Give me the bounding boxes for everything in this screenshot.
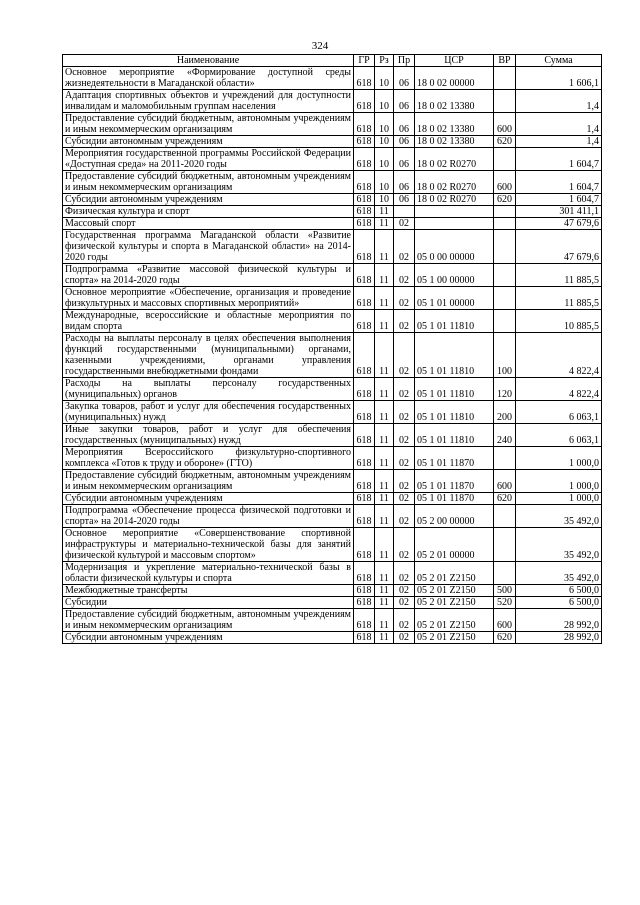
- cell-rz: 11: [375, 424, 394, 447]
- cell-pr: 02: [394, 585, 415, 597]
- cell-gr: 618: [354, 585, 375, 597]
- cell-rz: 11: [375, 632, 394, 644]
- cell-csr: 05 1 01 00000: [415, 287, 494, 310]
- cell-pr: 02: [394, 264, 415, 287]
- cell-name: Межбюджетные трансферты: [63, 585, 354, 597]
- cell-vr: [494, 528, 516, 562]
- cell-csr: 05 2 01 Z2150: [415, 632, 494, 644]
- cell-sum: 35 492,0: [516, 505, 602, 528]
- cell-csr: [415, 206, 494, 218]
- cell-vr: 520: [494, 597, 516, 609]
- cell-vr: [494, 90, 516, 113]
- table-row: [63, 171, 602, 194]
- cell-pr: [394, 206, 415, 218]
- cell-name: Закупка товаров, работ и услуг для обеспечения государственных (муниципальных) нужд: [63, 401, 354, 424]
- cell-sum: 47 679,6: [516, 230, 602, 264]
- table-row: [63, 609, 602, 632]
- cell-name: Адаптация спортивных объектов и учреждений для доступности инвалидам и маломобильным группам населения: [63, 90, 354, 113]
- cell-pr: 02: [394, 493, 415, 505]
- cell-rz: 11: [375, 264, 394, 287]
- cell-csr: 05 1 01 11810: [415, 378, 494, 401]
- cell-sum: 10 885,5: [516, 310, 602, 333]
- cell-sum: 28 992,0: [516, 632, 602, 644]
- cell-vr: 620: [494, 493, 516, 505]
- cell-vr: 600: [494, 470, 516, 493]
- table-row: [63, 378, 602, 401]
- cell-gr: 618: [354, 67, 375, 90]
- cell-gr: 618: [354, 206, 375, 218]
- header-pr: Пр: [394, 55, 415, 67]
- cell-sum: 6 063,1: [516, 401, 602, 424]
- cell-pr: 06: [394, 90, 415, 113]
- cell-name: Иные закупки товаров, работ и услуг для обеспечения государственных (муниципальных) нужд: [63, 424, 354, 447]
- cell-csr: [415, 218, 494, 230]
- cell-name: Массовый спорт: [63, 218, 354, 230]
- cell-vr: [494, 218, 516, 230]
- cell-pr: 02: [394, 230, 415, 264]
- cell-sum: 28 992,0: [516, 609, 602, 632]
- cell-vr: [494, 447, 516, 470]
- cell-sum: 1 604,7: [516, 194, 602, 206]
- cell-pr: 06: [394, 136, 415, 148]
- cell-name: Международные, всероссийские и областные мероприятия по видам спорта: [63, 310, 354, 333]
- cell-sum: 4 822,4: [516, 378, 602, 401]
- cell-pr: 02: [394, 401, 415, 424]
- cell-vr: 200: [494, 401, 516, 424]
- cell-pr: 02: [394, 287, 415, 310]
- cell-rz: 11: [375, 470, 394, 493]
- cell-csr: 05 2 01 Z2150: [415, 609, 494, 632]
- header-csr: ЦСР: [415, 55, 494, 67]
- cell-rz: 11: [375, 562, 394, 585]
- cell-rz: 10: [375, 113, 394, 136]
- cell-name: Субсидии автономным учреждениям: [63, 632, 354, 644]
- cell-vr: [494, 287, 516, 310]
- cell-vr: 620: [494, 136, 516, 148]
- cell-gr: 618: [354, 136, 375, 148]
- cell-name: Подпрограмма «Развитие массовой физической культуры и спорта» на 2014-2020 годы: [63, 264, 354, 287]
- cell-rz: 11: [375, 378, 394, 401]
- cell-vr: 600: [494, 609, 516, 632]
- cell-sum: 1,4: [516, 136, 602, 148]
- cell-csr: 18 0 02 13380: [415, 136, 494, 148]
- cell-vr: 120: [494, 378, 516, 401]
- cell-name: Предоставление субсидий бюджетным, автономным учреждениям и иным некоммерческим организациям: [63, 113, 354, 136]
- cell-csr: 05 2 00 00000: [415, 505, 494, 528]
- cell-sum: 11 885,5: [516, 287, 602, 310]
- cell-sum: 1 604,7: [516, 148, 602, 171]
- cell-gr: 618: [354, 424, 375, 447]
- cell-name: Предоставление субсидий бюджетным, автономным учреждениям и иным некоммерческим организациям: [63, 609, 354, 632]
- cell-vr: [494, 264, 516, 287]
- cell-name: Основное мероприятие «Совершенствование спортивной инфраструктуры и материально-технической базы для занятий физической культурой и массовым спортом»: [63, 528, 354, 562]
- cell-rz: 10: [375, 148, 394, 171]
- cell-pr: 02: [394, 470, 415, 493]
- cell-sum: 35 492,0: [516, 562, 602, 585]
- table-row: [63, 67, 602, 90]
- table-row: [63, 90, 602, 113]
- cell-name: Субсидии: [63, 597, 354, 609]
- cell-sum: 6 500,0: [516, 585, 602, 597]
- cell-rz: 11: [375, 493, 394, 505]
- cell-vr: [494, 230, 516, 264]
- cell-sum: 47 679,6: [516, 218, 602, 230]
- table-row: [63, 470, 602, 493]
- cell-pr: 06: [394, 148, 415, 171]
- cell-sum: 1,4: [516, 90, 602, 113]
- table-row: [63, 562, 602, 585]
- cell-gr: 618: [354, 562, 375, 585]
- cell-pr: 06: [394, 67, 415, 90]
- cell-gr: 618: [354, 171, 375, 194]
- cell-sum: 1 606,1: [516, 67, 602, 90]
- cell-rz: 11: [375, 218, 394, 230]
- table-row: [63, 310, 602, 333]
- cell-csr: 05 1 01 11810: [415, 310, 494, 333]
- cell-rz: 10: [375, 67, 394, 90]
- cell-rz: 10: [375, 194, 394, 206]
- cell-rz: 11: [375, 609, 394, 632]
- header-gr: ГР: [354, 55, 375, 67]
- cell-rz: 11: [375, 505, 394, 528]
- cell-name: Физическая культура и спорт: [63, 206, 354, 218]
- cell-vr: 240: [494, 424, 516, 447]
- table-body: [63, 67, 602, 644]
- table-header: [63, 55, 602, 67]
- cell-name: Субсидии автономным учреждениям: [63, 493, 354, 505]
- cell-pr: 02: [394, 378, 415, 401]
- table-row: [63, 505, 602, 528]
- cell-rz: 11: [375, 447, 394, 470]
- cell-gr: 618: [354, 447, 375, 470]
- cell-name: Мероприятия государственной программы Российской Федерации «Доступная среда» на 2011-2020 годы: [63, 148, 354, 171]
- cell-vr: [494, 310, 516, 333]
- cell-rz: 11: [375, 230, 394, 264]
- cell-csr: 05 1 01 11810: [415, 401, 494, 424]
- cell-rz: 11: [375, 310, 394, 333]
- cell-vr: 620: [494, 194, 516, 206]
- cell-csr: 05 2 01 Z2150: [415, 585, 494, 597]
- cell-pr: 02: [394, 447, 415, 470]
- cell-csr: 18 0 02 R0270: [415, 148, 494, 171]
- cell-sum: 6 063,1: [516, 424, 602, 447]
- cell-gr: 618: [354, 378, 375, 401]
- cell-sum: 35 492,0: [516, 528, 602, 562]
- cell-vr: [494, 562, 516, 585]
- cell-pr: 02: [394, 562, 415, 585]
- table-row: [63, 447, 602, 470]
- cell-csr: 18 0 02 00000: [415, 67, 494, 90]
- table-row: [63, 113, 602, 136]
- cell-sum: 1,4: [516, 113, 602, 136]
- cell-sum: 1 000,0: [516, 493, 602, 505]
- cell-gr: 618: [354, 333, 375, 378]
- cell-sum: 1 604,7: [516, 171, 602, 194]
- cell-gr: 618: [354, 230, 375, 264]
- cell-rz: 11: [375, 401, 394, 424]
- cell-pr: 02: [394, 310, 415, 333]
- cell-vr: 100: [494, 333, 516, 378]
- cell-csr: 05 2 01 Z2150: [415, 562, 494, 585]
- cell-name: Субсидии автономным учреждениям: [63, 136, 354, 148]
- cell-pr: 02: [394, 597, 415, 609]
- cell-sum: 11 885,5: [516, 264, 602, 287]
- cell-vr: 600: [494, 171, 516, 194]
- header-row: [63, 55, 602, 67]
- cell-name: Основное мероприятие «Формирование доступной среды жизнедеятельности в Магаданской области»: [63, 67, 354, 90]
- cell-csr: 05 1 01 11870: [415, 470, 494, 493]
- table-row: [63, 493, 602, 505]
- page-number: 324: [311, 40, 329, 52]
- cell-gr: 618: [354, 632, 375, 644]
- header-vr: ВР: [494, 55, 516, 67]
- cell-csr: 05 1 01 11870: [415, 493, 494, 505]
- cell-csr: 18 0 02 13380: [415, 90, 494, 113]
- cell-gr: 618: [354, 264, 375, 287]
- table-row: [63, 585, 602, 597]
- cell-rz: 11: [375, 333, 394, 378]
- cell-sum: 301 411,1: [516, 206, 602, 218]
- header-rz: Рз: [375, 55, 394, 67]
- cell-name: Предоставление субсидий бюджетным, автономным учреждениям и иным некоммерческим организациям: [63, 470, 354, 493]
- cell-pr: 06: [394, 194, 415, 206]
- cell-sum: 4 822,4: [516, 333, 602, 378]
- cell-csr: 05 2 01 00000: [415, 528, 494, 562]
- cell-rz: 11: [375, 528, 394, 562]
- cell-gr: 618: [354, 148, 375, 171]
- cell-csr: 18 0 02 13380: [415, 113, 494, 136]
- cell-csr: 05 1 01 11810: [415, 424, 494, 447]
- header-sum: Сумма: [516, 55, 602, 67]
- cell-csr: 05 1 01 11810: [415, 333, 494, 378]
- cell-name: Мероприятия Всероссийского физкультурно-спортивного комплекса «Готов к труду и обороне» (ГТО): [63, 447, 354, 470]
- cell-name: Расходы на выплаты персоналу в целях обеспечения выполнения функций государственными (муниципальными) органами, казенными учреждениями, органами управления государственными внебюджетными фондами: [63, 333, 354, 378]
- cell-sum: 1 000,0: [516, 447, 602, 470]
- cell-csr: 05 0 00 00000: [415, 230, 494, 264]
- table-row: [63, 148, 602, 171]
- table-row: [63, 264, 602, 287]
- cell-vr: [494, 206, 516, 218]
- cell-rz: 10: [375, 171, 394, 194]
- cell-gr: 618: [354, 528, 375, 562]
- cell-pr: 02: [394, 218, 415, 230]
- cell-gr: 618: [354, 218, 375, 230]
- cell-pr: 02: [394, 333, 415, 378]
- cell-pr: 02: [394, 424, 415, 447]
- cell-name: Государственная программа Магаданской области «Развитие физической культуры и спорта в Магаданской области» на 2014-2020 годы: [63, 230, 354, 264]
- cell-gr: 618: [354, 597, 375, 609]
- cell-sum: 6 500,0: [516, 597, 602, 609]
- cell-pr: 02: [394, 609, 415, 632]
- cell-csr: 05 1 01 11870: [415, 447, 494, 470]
- table-row: [63, 194, 602, 206]
- table-row: [63, 206, 602, 218]
- cell-gr: 618: [354, 310, 375, 333]
- cell-pr: 02: [394, 505, 415, 528]
- cell-gr: 618: [354, 493, 375, 505]
- cell-gr: 618: [354, 194, 375, 206]
- table-row: [63, 218, 602, 230]
- table-row: [63, 287, 602, 310]
- cell-rz: 11: [375, 597, 394, 609]
- cell-rz: 10: [375, 90, 394, 113]
- cell-sum: 1 000,0: [516, 470, 602, 493]
- table-row: [63, 333, 602, 378]
- cell-rz: 10: [375, 136, 394, 148]
- cell-vr: 500: [494, 585, 516, 597]
- cell-gr: 618: [354, 90, 375, 113]
- cell-vr: 600: [494, 113, 516, 136]
- cell-csr: 05 2 01 Z2150: [415, 597, 494, 609]
- cell-pr: 06: [394, 113, 415, 136]
- cell-csr: 18 0 02 R0270: [415, 194, 494, 206]
- cell-pr: 06: [394, 171, 415, 194]
- table-row: [63, 424, 602, 447]
- cell-gr: 618: [354, 287, 375, 310]
- table-row: [63, 230, 602, 264]
- cell-gr: 618: [354, 609, 375, 632]
- cell-pr: 02: [394, 632, 415, 644]
- cell-gr: 618: [354, 505, 375, 528]
- budget-table: [62, 54, 602, 644]
- cell-rz: 11: [375, 206, 394, 218]
- cell-gr: 618: [354, 401, 375, 424]
- cell-vr: 620: [494, 632, 516, 644]
- cell-gr: 618: [354, 470, 375, 493]
- cell-name: Модернизация и укрепление материально-технической базы в области физической культуры и спорта: [63, 562, 354, 585]
- cell-rz: 11: [375, 287, 394, 310]
- cell-name: Расходы на выплаты персоналу государственных (муниципальных) органов: [63, 378, 354, 401]
- table-row: [63, 632, 602, 644]
- header-name: Наименование: [63, 55, 354, 67]
- cell-name: Подпрограмма «Обеспечение процесса физической подготовки и спорта» на 2014-2020 годы: [63, 505, 354, 528]
- table-row: [63, 528, 602, 562]
- cell-csr: 18 0 02 R0270: [415, 171, 494, 194]
- cell-csr: 05 1 00 00000: [415, 264, 494, 287]
- table-row: [63, 597, 602, 609]
- cell-rz: 11: [375, 585, 394, 597]
- cell-vr: [494, 67, 516, 90]
- cell-name: Предоставление субсидий бюджетным, автономным учреждениям и иным некоммерческим организациям: [63, 171, 354, 194]
- cell-vr: [494, 148, 516, 171]
- cell-vr: [494, 505, 516, 528]
- table-row: [63, 401, 602, 424]
- table-row: [63, 136, 602, 148]
- cell-gr: 618: [354, 113, 375, 136]
- cell-pr: 02: [394, 528, 415, 562]
- cell-name: Субсидии автономным учреждениям: [63, 194, 354, 206]
- cell-name: Основное мероприятие «Обеспечение, организация и проведение физкультурных и массовых спортивных мероприятий»: [63, 287, 354, 310]
